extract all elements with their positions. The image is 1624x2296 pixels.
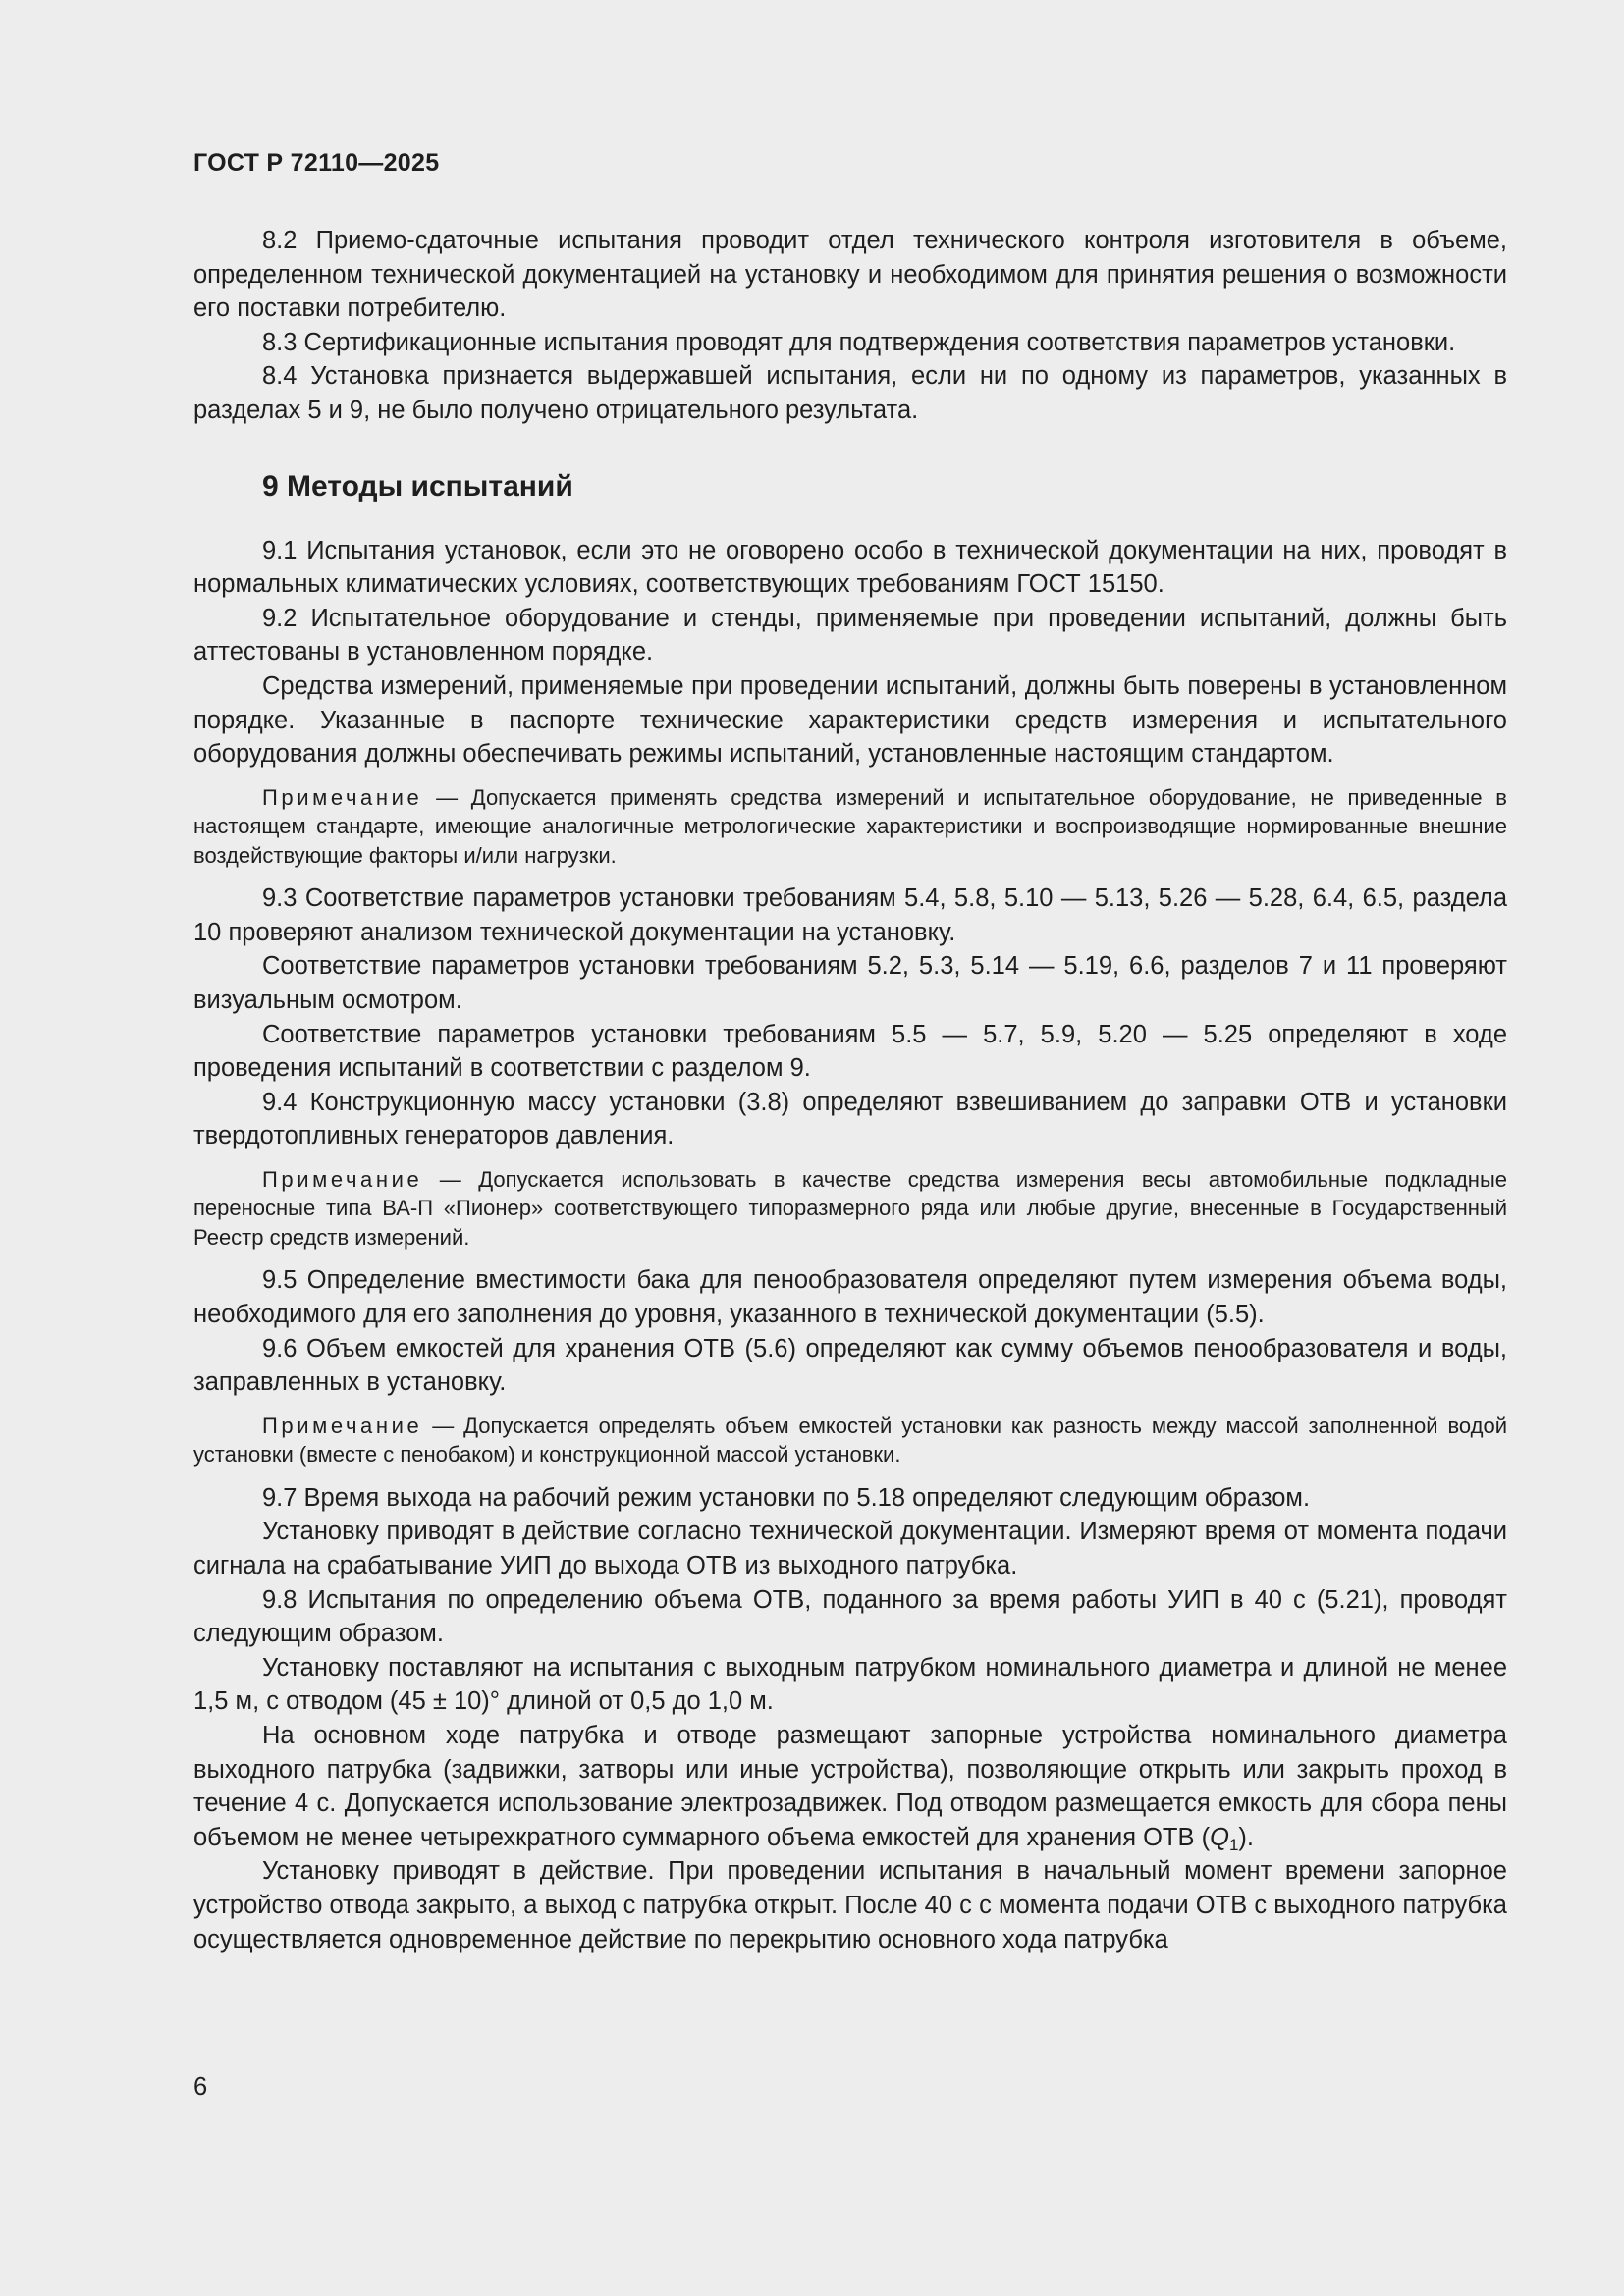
paragraph-8-4: 8.4 Установка признается выдержавшей испытания, если ни по одному из параметров, указанных в разделах 5 и 9, не было получено отрицательного результата.: [193, 362, 1507, 424]
paragraph-9-7: 9.7 Время выхода на рабочий режим установки по 5.18 определяют следующим образом.: [262, 1483, 1311, 1512]
note-3: [193, 1412, 1507, 1469]
paragraph-9-2: 9.2 Испытательное оборудование и стенды, применяемые при проведении испытаний, должны быть аттестованы в установленном порядке.: [193, 604, 1507, 667]
note-text: — Допускается применять средства измерений и испытательное оборудование, не приведенные в настоящем стандарте, имеющие аналогичные метрологические характеристики и воспроизводящие нормированные внешние воздействующие факторы и/или нагрузки.: [193, 784, 1507, 868]
paragraph-text: На основном ходе патрубка и отводе размещают запорные устройства номинального диаметра выходного патрубка (задвижки, затворы или иные устройства), позволяющие открыть или закрыть проход в течение 4 с. Допускается использование электрозадвижек. Под отводом размещается емкость для сбора пены объемом не менее четырехкратного суммарного объема емкостей для хранения ОТВ (: [193, 1722, 1507, 1851]
section-title: 9 Методы испытаний: [262, 469, 573, 503]
paragraph-9-5: 9.5 Определение вместимости бака для пенообразователя определяют путем измерения объема воды, необходимого для его заполнения до уровня, указанного в технической документации (5.5).: [193, 1266, 1507, 1329]
paragraph-9-8-procedure: Установку приводят в действие. При проведении испытания в начальный момент времени запорное устройство отвода закрыто, а выход с патрубка открыт. После 40 с с момента подачи ОТВ с выходного патрубка осуществляется одновременное действие по перекрытию основного хода патрубка: [193, 1857, 1507, 1953]
paragraph-9-2-measuring-instruments: Средства измерений, применяемые при проведении испытаний, должны быть поверены в установленном порядке. Указанные в паспорте технические характеристики средств измерения и испытательного оборудования должны обеспечивать режимы испытаний, установленные настоящим стандартом.: [193, 671, 1507, 769]
paragraph-text-end: ).: [1238, 1823, 1254, 1851]
paragraph-8-3: 8.3 Сертификационные испытания проводят для подтверждения соответствия параметров установки.: [262, 328, 1456, 356]
paragraph-9-1: 9.1 Испытания установок, если это не оговорено особо в технической документации на них, проводят в нормальных климатических условиях, соответствующих требованиям ГОСТ 15150.: [193, 536, 1507, 599]
note-label: Примечание: [262, 1166, 423, 1192]
document-header: ГОСТ Р 72110—2025: [193, 149, 440, 177]
paragraph-9-3-visual: Соответствие параметров установки требованиям 5.2, 5.3, 5.14 — 5.19, 6.6, разделов 7 и 11 проверяют визуальным осмотром.: [193, 952, 1507, 1014]
paragraph-9-3-testing: Соответствие параметров установки требованиям 5.5 — 5.7, 5.9, 5.20 — 5.25 определяют в ходе проведения испытаний в соответствии с разделом 9.: [193, 1020, 1507, 1083]
paragraph-8-2: 8.2 Приемо-сдаточные испытания проводит отдел технического контроля изготовителя в объеме, определенном технической документацией на установку и необходимом для принятия решения о возможности его поставки потребителю.: [193, 227, 1507, 323]
paragraph-9-3: 9.3 Соответствие параметров установки требованиям 5.4, 5.8, 5.10 — 5.13, 5.26 — 5.28, 6.4, 6.5, раздела 10 проверяют анализом технической документации на установку.: [193, 884, 1507, 946]
paragraph-9-6: 9.6 Объем емкостей для хранения ОТВ (5.6) определяют как сумму объемов пенообразователя и воды, заправленных в установку.: [193, 1334, 1507, 1397]
paragraph-9-7-procedure: Установку приводят в действие согласно технической документации. Измеряют время от момента подачи сигнала на срабатывание УИП до выхода ОТВ из выходного патрубка.: [193, 1518, 1507, 1580]
paragraph-9-8: 9.8 Испытания по определению объема ОТВ, поданного за время работы УИП в 40 с (5.21), проводят следующим образом.: [193, 1585, 1507, 1648]
variable-q: Q: [1210, 1823, 1229, 1851]
note-2: [193, 1165, 1507, 1253]
variable-subscript: 1: [1228, 1835, 1239, 1854]
page-number: 6: [193, 2073, 208, 2101]
paragraph-9-4: 9.4 Конструкционную массу установки (3.8) определяют взвешиванием до заправки ОТВ и установки твердотопливных генераторов давления.: [193, 1088, 1507, 1150]
paragraph-9-8-setup: Установку поставляют на испытания с выходным патрубком номинального диаметра и длиной не менее 1,5 м, с отводом (45 ± 10)° длиной от 0,5 до 1,0 м.: [193, 1653, 1507, 1716]
note-text: — Допускается использовать в качестве средства измерения весы автомобильные подкладные переносные типа ВА-П «Пионер» соответствующего типоразмерного ряда или любые другие, внесенные в Государственный Реестр средств измерений.: [193, 1166, 1507, 1250]
note-label: Примечание: [262, 784, 423, 810]
note-1: [193, 783, 1507, 871]
document-body: [193, 224, 1507, 1956]
note-label: Примечание: [262, 1413, 423, 1438]
note-text: — Допускается определять объем емкостей установки как разность между массой заполненной водой установки (вместе с пенобаком) и конструкционной массой установки.: [193, 1413, 1507, 1468]
paragraph-9-8-valves: [193, 1719, 1507, 1854]
